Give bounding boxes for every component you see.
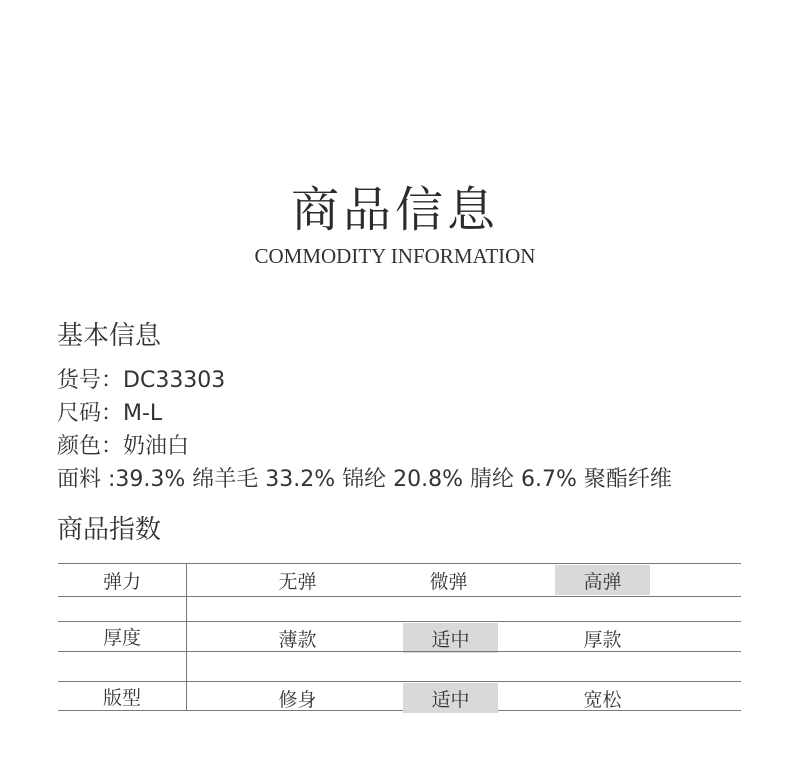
info-value: M-L [123,401,163,426]
page-subtitle: COMMODITY INFORMATION [254,244,536,268]
index-option: 高弹 [555,565,650,595]
info-item-sku [57,367,225,395]
index-option: 适中 [403,683,498,713]
info-value: DC33303 [123,368,226,393]
info-item-color [57,433,189,461]
info-value: 奶油白 [123,434,190,459]
info-item-size [57,400,162,428]
product-index-heading: 商品指数 [57,515,162,545]
index-option: 适中 [403,623,498,653]
index-option: 无弹 [278,570,317,593]
info-label: 颜色： [57,434,124,459]
index-row-thickness [58,621,741,651]
index-row-label: 版型 [58,682,187,710]
index-option: 微弹 [429,570,468,593]
index-spacer-cell [58,652,187,681]
index-option: 薄款 [278,628,317,651]
info-value: 39.3% 绵羊毛 33.2% 锦纶 20.8% 腈纶 6.7% 聚酯纤维 [115,467,672,492]
index-row-label: 弹力 [58,564,187,596]
basic-info-heading: 基本信息 [57,321,162,351]
index-option: 厚款 [583,628,622,651]
info-item-fabric [57,466,672,494]
product-index-table [58,563,741,711]
index-row-fit [58,681,741,711]
index-spacer-row [58,596,741,621]
index-spacer-row [58,651,741,681]
info-label: 面料 : [57,467,116,492]
info-label: 货号： [57,368,124,393]
index-row-elasticity [58,563,741,596]
index-spacer-cell [58,597,187,621]
index-option: 宽松 [583,688,622,711]
info-label: 尺码： [57,401,124,426]
index-row-label: 厚度 [58,622,187,651]
index-option: 修身 [278,688,317,711]
page-title: 商品信息 [290,182,499,238]
